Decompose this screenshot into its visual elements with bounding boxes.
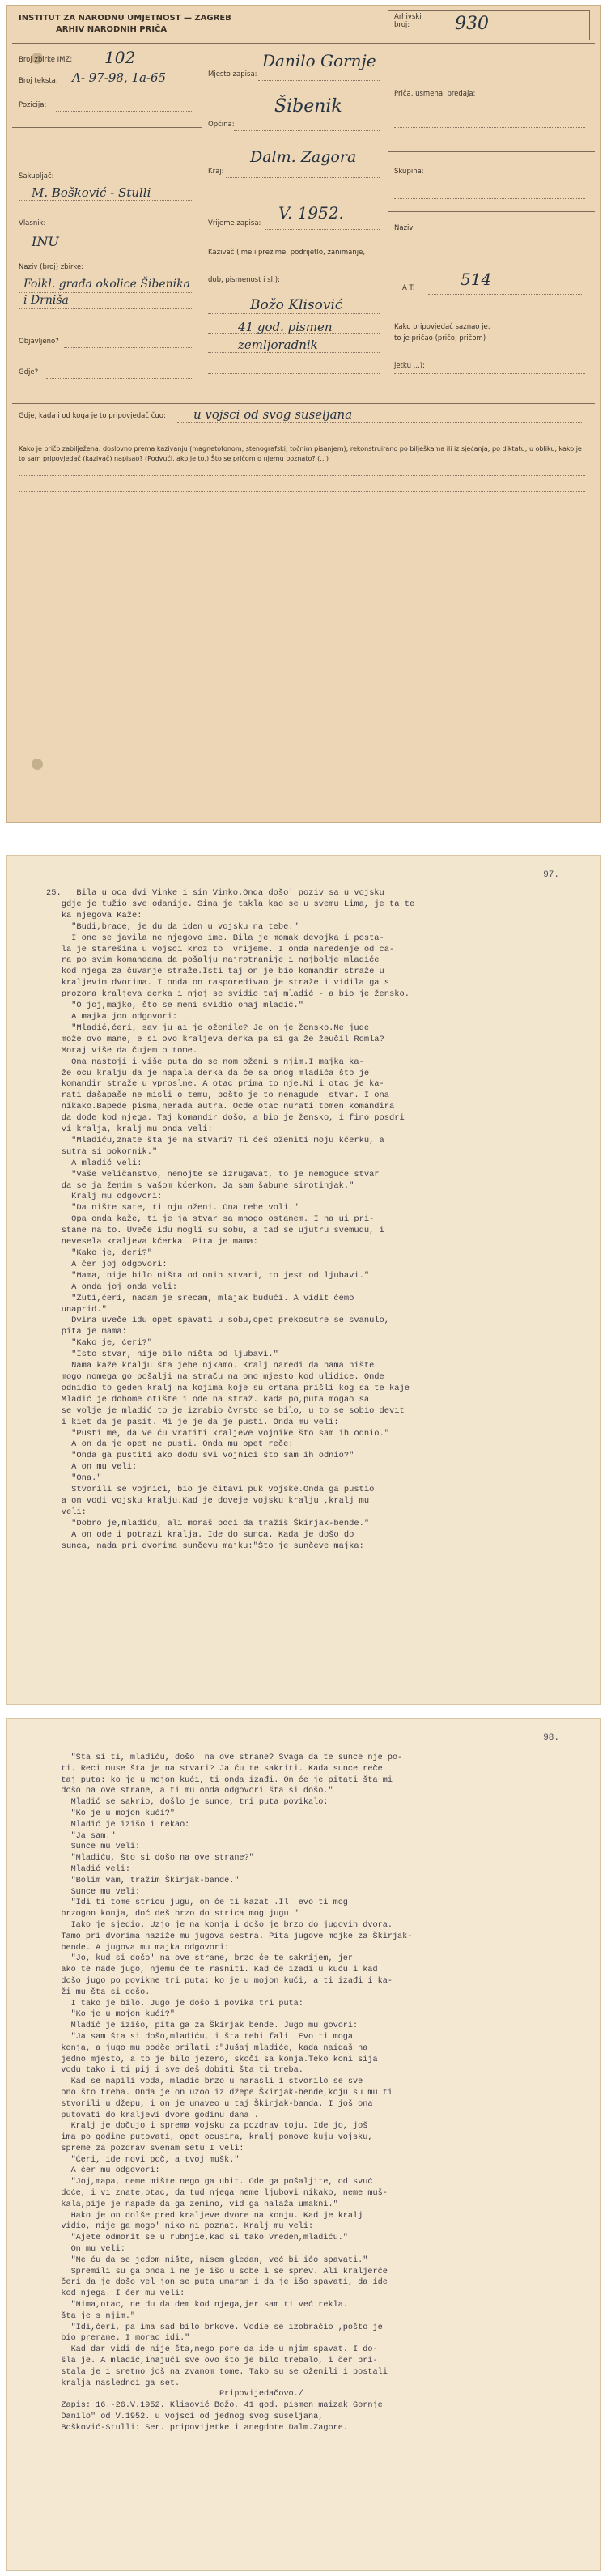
story-line: Opa onda kaže, ti je ja stvar sa mnogo ostanem. I na ui pri-	[46, 1214, 375, 1225]
story-line: ako te nađe jugo, njemu će te rasniti. Kad će izađi u kuću i kad	[46, 1966, 378, 1975]
story-line: "Ko je u mojon kući?"	[46, 2010, 175, 2020]
story-line: "Da nište sate, ti nju oženi. Ona tebe voli."	[46, 1203, 299, 1214]
heard-from-label: Gdje, kada i od koga je to pripovjedač čuo:	[19, 412, 166, 420]
story-line: doće, i vi znate,otac, da tud njega neme ljubovi nikako, neme muš-	[46, 2189, 388, 2199]
place-label: Mjesto zapisa:	[208, 70, 257, 79]
story-line: vodu tako i ti pij i sve deš dobiti šta ti treba.	[46, 2066, 304, 2076]
story-line: A on mu veli:	[46, 1462, 138, 1473]
story-line: bio prerane. I morao idi."	[46, 2334, 190, 2344]
story-line: ži mu šta si došo.	[46, 1987, 151, 1997]
how-learned-label: Kako pripovjedač saznao je,	[394, 323, 490, 331]
collection-name-value: Folkl. građa okolice Šibenika i Drniša	[23, 278, 190, 307]
story-line: jedno mjesto, a to je bilo jezero, skoči sa konja.Teko koni sija	[46, 2055, 378, 2064]
frame-line	[388, 211, 595, 212]
story-line: stala je i sretno još na zvanom tome. Tako su se oženili i postali	[46, 2367, 388, 2377]
story-line: "Onda ga pustiti ako dođu svi vojnici što sam ih odnio?"	[46, 1451, 354, 1461]
typed-page-97	[6, 855, 601, 1705]
story-line: stvorili u džepu, i on je umaveo u taj Škirjak-banda. I još ona	[46, 2099, 373, 2109]
story-line: "Nima,otac, ne du da dem kod njega,jer sam ti već rekla.	[46, 2301, 348, 2310]
story-line: taj puta: ko je u mojon kući, ti onda izađi. On će je pitati šta mi	[46, 1775, 393, 1785]
story-line: šla je. A mladić,inajući sve ovo što je bilo trebalo, i čer pri-	[46, 2357, 378, 2366]
story-line: može ovo mane, e si ovo kraljeva derka pa si ga že žeučil Romla?	[46, 1034, 384, 1044]
dotted-line	[265, 229, 380, 230]
time-value: V. 1952.	[278, 203, 344, 223]
municipality-value: Šibenik	[274, 96, 342, 117]
story-line: nevesela kraljeva kćerka. Pita je mama:	[46, 1237, 258, 1248]
story-line: A on ode i potrazi kralja. Ide do sunca. Kada je došo do	[46, 1529, 354, 1540]
story-line: gdje je tužio sve odanije. Sina je takla kao se u svemu Lima, je ta te	[46, 899, 415, 909]
frame-line	[12, 403, 595, 404]
story-line: "Mladiću, što si došo na ove strane?"	[46, 1854, 254, 1864]
institute-name: INSTITUT ZA NARODNU UMJETNOST — ZAGREB	[19, 14, 231, 23]
punch-hole	[32, 759, 43, 770]
story-line: "Budi,brace, je du da iden u vojsku na tebe."	[46, 921, 299, 932]
published-label: Objavljeno?	[19, 338, 59, 346]
how-learned-label-3: jetku ...):	[394, 362, 425, 370]
story-line: "Joj,mapa, neme mište nego ga ubit. Ode ga pošaljite, od svuć	[46, 2178, 373, 2187]
region-label: Kraj:	[208, 168, 224, 176]
archive-name: ARHIV NARODNIH PRIČA	[56, 25, 168, 34]
story-line: "Ja sam šta si došo,mladiću, i šta tebi fali. Evo ti moga	[46, 2032, 354, 2042]
dotted-line	[208, 373, 380, 374]
narrator-occupation: zemljoradnik	[238, 338, 318, 352]
dotted-line	[234, 130, 380, 131]
owner-label: Vlasnik:	[19, 219, 46, 227]
story-line: Hako je on dolše pred kraljeve dvore na konju. Kad je kralj	[46, 2211, 363, 2221]
frame-line	[12, 127, 202, 128]
dotted-line	[226, 177, 380, 178]
story-line: da se ja ženim s vašom kćerkom. Ja sam šabune sirotinjak."	[46, 1180, 354, 1191]
narrator-age: 41 god. pismen	[238, 320, 333, 334]
story-line: kraljevim dvorima. I onda on rasporedivao je straže i vidila ga s	[46, 978, 390, 988]
story-line: ra po svim komandama da pošalju najrotranije i najbolje mladiće	[46, 955, 380, 966]
story-line: kod njega za čuvanje straže.Isti taj on je bio komandir straže u	[46, 967, 384, 977]
story-line: "Vaše veličanstvo, nemojte se izrugavat, to je nemoguće stvar	[46, 1169, 380, 1180]
story-line: konja, a jugo mu podče prilati :"Jušaj mladiće, kada naidaš na	[46, 2043, 368, 2053]
story-line: Kralj je dočujo i sprema vojsku za pozdrav toju. Ide jo, još	[46, 2122, 368, 2132]
story-line: "Bolim vam, tražim Škirjak-bande."	[46, 1876, 240, 1885]
story-line: kralja naslednci ga set.	[46, 2378, 180, 2388]
story-line: veli:	[46, 1507, 87, 1517]
story-line: čeri da je došo vel jon se puta umaran i da je išo spavati, da ide	[46, 2278, 388, 2288]
position-label: Pozicija:	[19, 101, 47, 109]
page-number: 98.	[543, 1733, 559, 1743]
story-line: "Zuti,ćeri, nadam je srecam, mlajak budući. A vidit ćemo	[46, 1293, 354, 1303]
story-line: Bošković-Stulli: Ser. pripovijetke i anegdote Dalm.Zagore.	[46, 2423, 348, 2433]
dotted-line	[208, 352, 380, 353]
story-line: Ona nastoji i više puta da se nom oženi s njim.I majka ka-	[46, 1056, 364, 1067]
at-label: A T:	[402, 284, 415, 292]
story-line: "Isto stvar, nije bilo ništa od ljubavi."	[46, 1350, 278, 1360]
story-line: došo na ove strane, a ti mu onda odgovori šta si došo."	[46, 1787, 333, 1796]
dotted-line	[208, 333, 380, 334]
story-line: sutra si pokornik."	[46, 1146, 158, 1157]
story-line: stane na to. Uveče idu mogli su sobu, a tad se ujutru svemudu, i	[46, 1226, 384, 1236]
story-line: Kralj mu odgovori:	[46, 1192, 163, 1202]
collection-number-label: Broj zbirke IMZ:	[19, 56, 73, 64]
collector-label: Sakupljač:	[19, 172, 54, 181]
dotted-line	[177, 422, 582, 423]
story-line: Kad se napili voda, mladić brzo u narasli i stvorilo se sve	[46, 2077, 363, 2087]
story-line: Mladić veli:	[46, 1864, 130, 1874]
story-line: "Jo, kud si došo' na ove strane, brzo će te sakrijem, jer	[46, 1954, 354, 1964]
story-text	[46, 1753, 567, 2434]
story-line: se volje je mladić to je izrabio čvrsto se bilo, u to se sobio devit	[46, 1405, 405, 1416]
story-line: ti. Reci muse šta je na stvari? Ja ću te sakriti. Kada sunce reče	[46, 1764, 383, 1774]
heard-from-value: u vojsci od svog suseljana	[193, 407, 353, 422]
story-line: Kad dar vidi de nije šta,nego pore da ide u njim spavat. I do-	[46, 2345, 378, 2355]
text-number-value: A- 97-98, 1a-65	[72, 70, 167, 85]
story-line: Tamo pri dvorima naziže mu jugova sestra. Pita jugove mojke za Škirjak-	[46, 1932, 413, 1941]
story-line: došo jugo po povikne tri puta: ko je u mojon kući, a ti izađi i ka-	[46, 1976, 393, 1986]
story-line: A majka jon odgovori:	[46, 1011, 178, 1022]
how-learned-label-2: to je pričao (pričo, pričom)	[394, 334, 486, 342]
story-line: kod njega. I ćer mu veli:	[46, 2289, 185, 2299]
story-line: "Mladić,ćeri, sav ju ai je oženile? Je on je žensko.Ne jude	[46, 1022, 370, 1033]
story-line: Zapis: 16.-26.V.1952. Klisović Božo, 41 god. pismen maizak Gornje	[46, 2401, 383, 2411]
story-line: Nama kaže kralju šta jebe njkamo. Kralj naredi da nama nište	[46, 1361, 375, 1371]
story-line: "Idi ti tome stricu jugu, on će ti kazat .Il' evo ti mog	[46, 1898, 348, 1908]
where-label: Gdje?	[19, 368, 39, 376]
story-line: vi kralja, kralj mu onda veli:	[46, 1124, 213, 1135]
story-line: "Ona."	[46, 1473, 102, 1484]
archive-card	[6, 5, 601, 823]
story-line: la je starešina u vojsci kroz to vrijeme. I onda naređenje od ca-	[46, 944, 395, 954]
dotted-line	[56, 111, 193, 112]
story-line: I tako je bilo. Jugo je došo i povika tri puta:	[46, 1999, 304, 2009]
frame-line	[12, 43, 595, 44]
typed-page-98	[6, 1718, 601, 2571]
name-label: Naziv:	[394, 224, 415, 232]
text-number-label: Broj teksta:	[19, 77, 58, 85]
story-line: da dođe kod njega. Taj komandir došo, a bio je žensko, i fino posdri	[46, 1113, 405, 1124]
story-line: spreme za pozdrav svenam setu I veli:	[46, 2144, 244, 2153]
story-line: "Mama, nije bilo ništa od onih stvari, to jest od ljubavi."	[46, 1270, 370, 1281]
story-line: On mu veli:	[46, 2245, 125, 2255]
story-line: brzogon konja, doć deš brzo do strica mog jugu."	[46, 1910, 299, 1919]
time-label: Vrijeme zapisa:	[208, 219, 261, 227]
dotted-line	[19, 200, 193, 201]
story-line: Spremili su ga onda i ne je išo u sobe i se sprev. Ali kraljerće	[46, 2267, 388, 2276]
story-line: Danilo" od V.1952. u vojsci od jednog svog suseljana,	[46, 2412, 324, 2422]
dotted-line	[394, 198, 585, 199]
owner-value: INU	[32, 234, 59, 249]
story-line: putovati do kraljevi dvore godinu dana .	[46, 2111, 259, 2120]
story-text	[46, 888, 567, 1552]
story-line: "Kako je, ćeri?"	[46, 1338, 152, 1349]
region-value: Dalm. Zagora	[250, 148, 357, 166]
story-line: "Idi,ćeri, pa ima sad bilo brkove. Vodie se izobraćio ,pošto je	[46, 2323, 383, 2332]
story-line: Mladić je izišo i rekao:	[46, 1820, 190, 1830]
story-line: Pripovijedačovo./	[46, 2390, 304, 2400]
story-line: "Ne ću da se jedom nište, nisem gledan, već bi ićo spavati."	[46, 2255, 368, 2265]
archive-number-value: 930	[455, 14, 489, 34]
dotted-line	[19, 292, 193, 293]
story-line: prozora kraljeva derka i njoj se svidio taj mladić - a bio je žensko.	[46, 989, 410, 1000]
tale-type-label: Priča, usmena, predaja:	[394, 90, 476, 98]
dotted-line	[394, 127, 585, 128]
story-line: pita je mama:	[46, 1327, 127, 1337]
story-line: "Pusti me, da ve ću vratiti kraljeve vojnike što sam ih odnio."	[46, 1428, 390, 1439]
dotted-line	[46, 378, 193, 379]
story-line: Mladić se sakrio, došlo je sunce, tri puta povikalo:	[46, 1798, 329, 1808]
story-line: "Šta si ti, mladiću, došo' na ove strane? Svaga da te sunce nje po-	[46, 1753, 403, 1762]
narrator-name: Božo Klisović	[250, 297, 343, 313]
story-line: a on vodi vojsku kralju.Kad je doveje vojsku kralju ,kralj mu	[46, 1495, 370, 1506]
story-line: ima po godine putovati, opet ocusira, kralj ponove kuju vojsku,	[46, 2133, 373, 2143]
story-line: "Ja sam."	[46, 1831, 116, 1841]
collection-name-label: Naziv (broj) zbirke:	[19, 263, 84, 271]
story-line: unaprid."	[46, 1304, 107, 1315]
story-line: A onda joj onda veli:	[46, 1282, 178, 1292]
story-line: "O joj,majko, što se meni svidio onaj mladić."	[46, 1001, 304, 1011]
recording-note: Kako je pričo zabilježena: doslovno prema kazivanju (magnetofonom, stenografski, točnim pisanjem); rekonstruirano po bilješkama ili iz sjećanja; po diktatu; u obliku, kako je to sam pripovjedač (kazivač) napisao? (Podvući, ako je to.) Što se pričom o njemu poznato? (...)	[19, 445, 582, 462]
story-line: Sunce mu veli:	[46, 1843, 141, 1852]
story-line: Mladić je izišo, pita ga za Škirjak bende. Jugo mu govori:	[46, 2021, 359, 2031]
place-value: Danilo Gornje	[262, 51, 376, 70]
dotted-line	[258, 80, 380, 81]
story-line: "Mladiću,znate šta je na stvari? Ti ćeš oženiti moju kćerku, a	[46, 1135, 384, 1146]
group-label: Skupina:	[394, 168, 424, 176]
story-line: Dvira uveče idu opet spavati u sobu,opet prekosutre se svanulo,	[46, 1316, 390, 1326]
collection-number-value: 102	[104, 48, 136, 67]
story-line: "Ajete odmorit se u rubnjie,kad si tako vreden,mladiću."	[46, 2234, 348, 2243]
story-line: "Dobro je,mladiću, ali moraš poći da tražiš Škirjak-bende."	[46, 1518, 370, 1528]
story-line: mogo nomega go pošalji na straču na ono mjesto kod ulidice. Onde	[46, 1371, 384, 1382]
dotted-line	[19, 308, 193, 309]
story-line: A mladić veli:	[46, 1158, 142, 1168]
story-line: "Kako je, deri?"	[46, 1248, 152, 1258]
narrator-label: Kazivač (ime i prezime, podrijetlo, zanimanje,	[208, 249, 366, 257]
story-line: A ćer mu odgovori:	[46, 2166, 160, 2176]
story-line: kala,pije je napade da ga zemino, vid ga nalaža umakni."	[46, 2200, 338, 2209]
at-value: 514	[461, 270, 492, 289]
story-line: 25. Bila u oca dvi Vinke i sin Vinko.Onda došo' poziv sa u vojsku	[46, 888, 384, 898]
story-line: "Ćeri, ide novi poč, a tvoj mušk."	[46, 2155, 240, 2165]
story-line: i kiet da je pasit. Mi je je da je pusti. Onda mu veli:	[46, 1417, 339, 1427]
dotted-line	[428, 294, 582, 295]
story-line: rati dašapaše ne misli o temu, pošto je to nenagude stvar. I ona	[46, 1090, 390, 1101]
story-line: Stvorili se vojnici, bio je čitavi puk vojske.Onda ga pustio	[46, 1485, 375, 1495]
page-number: 97.	[543, 870, 559, 880]
story-line: "Ko je u mojon kući?"	[46, 1809, 175, 1818]
story-line: sunca, nada pri dvorima sunčevu majku:"Što je sunčeve majka:	[46, 1541, 364, 1551]
story-line: A on da je opet ne pusti. Onda mu opet reče:	[46, 1439, 294, 1450]
story-line: Mladić je dobome otište i ode na straž. kada po,puta mogao sa	[46, 1394, 370, 1405]
collector-value: M. Bošković - Stulli	[32, 185, 151, 200]
story-line: šta je s njim."	[46, 2311, 136, 2321]
story-line: Sunce mu veli:	[46, 1887, 141, 1897]
story-line: A ćer joj odgovori:	[46, 1259, 168, 1269]
story-line: komandir straže u vproslne. A otac prima to nje.Ni i otac je ka-	[46, 1079, 384, 1090]
dotted-line	[19, 475, 585, 476]
narrator-label-2: dob, pismenost i sl.):	[208, 276, 280, 284]
story-line: ka njegova Kaže:	[46, 910, 142, 920]
story-line: I one se javila ne njegovo ime. Bila je momak devojka i posta-	[46, 933, 384, 943]
story-line: že ocu kralju da je napala derka da će sa onog mladića što je	[46, 1068, 370, 1078]
dotted-line	[19, 491, 585, 492]
archive-number-label: Arhivski broj:	[394, 13, 422, 30]
story-line: ono što treba. Onda je on uzoo iz džepe Škirjak-bende,koju su mu ti	[46, 2088, 393, 2098]
story-line: vidio, nije ga mogo' niko ni poznat. Kralj mu veli:	[46, 2222, 314, 2232]
story-line: Iako je sjedio. Uzjo je na konja i došo je brzo do jugovih dvora.	[46, 1920, 393, 1930]
story-line: nikako.Bapede pisma,nerada autra. Ocde otac nurati tomen komandira	[46, 1102, 395, 1112]
frame-line	[388, 151, 595, 152]
dotted-line	[208, 313, 380, 314]
dotted-line	[394, 373, 585, 374]
story-line: odnidio to geden kralj na kojima koje su crtama prišli kog sa te kaje	[46, 1383, 410, 1393]
story-line: Moraj više da čujem o tome.	[46, 1045, 198, 1056]
municipality-label: Općina:	[208, 121, 235, 129]
story-line: bende. A jugova mu majka odgovori:	[46, 1943, 230, 1953]
dotted-line	[64, 347, 193, 348]
